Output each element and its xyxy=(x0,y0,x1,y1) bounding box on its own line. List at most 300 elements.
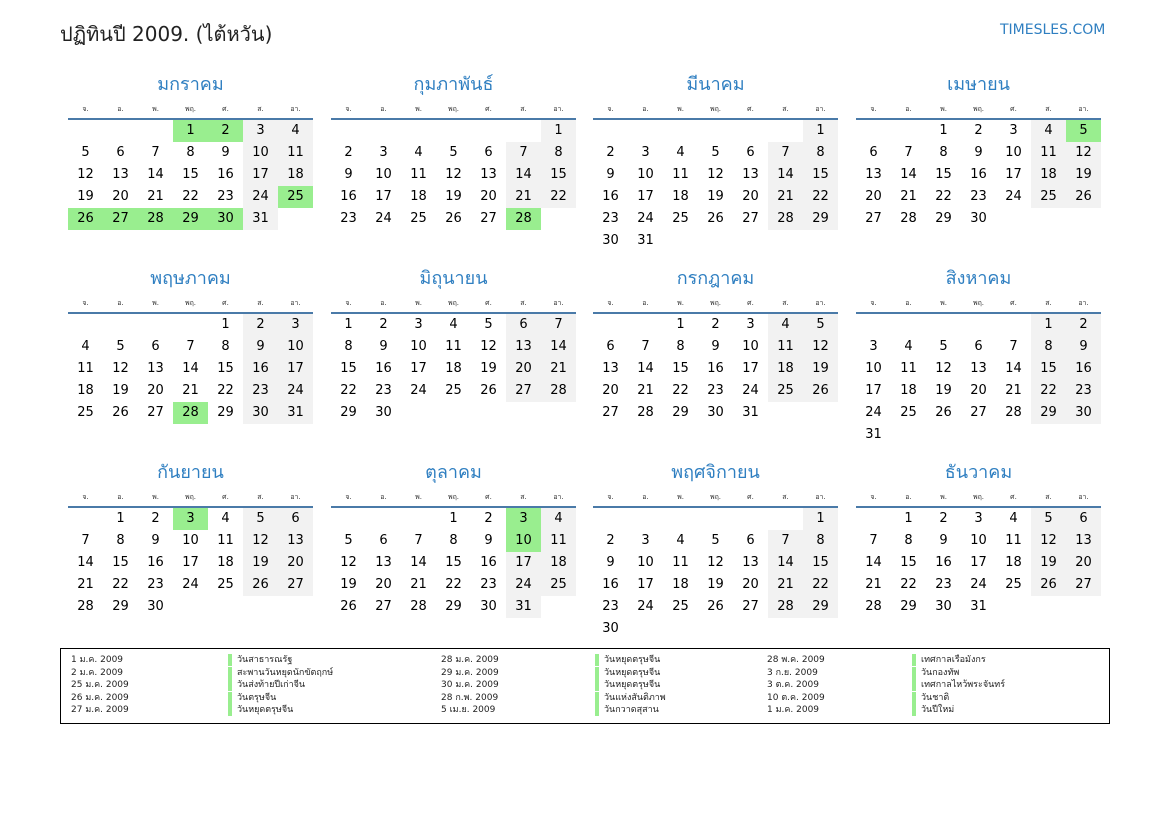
day-cell[interactable]: 14 xyxy=(147,167,164,182)
day-cell[interactable]: 1 xyxy=(116,511,125,526)
day-cell[interactable]: 3 xyxy=(278,314,313,336)
day-cell[interactable]: 18 xyxy=(672,577,689,592)
day-cell[interactable]: 2 xyxy=(711,317,720,332)
day-cell[interactable]: 22 xyxy=(217,383,234,398)
day-cell[interactable]: 2 xyxy=(606,533,615,548)
day-cell[interactable]: 8 xyxy=(939,145,948,160)
day-cell[interactable]: 16 xyxy=(1066,358,1101,380)
day-cell[interactable]: 23 xyxy=(243,380,278,402)
day-cell[interactable]: 24 xyxy=(410,383,427,398)
day-cell[interactable]: 9 xyxy=(484,533,493,548)
day-cell[interactable]: 31 xyxy=(865,427,882,442)
day-cell[interactable]: 4 xyxy=(676,533,685,548)
day-cell[interactable]: 21 xyxy=(147,189,164,204)
holiday-day-cell[interactable]: 28 xyxy=(138,208,173,230)
day-cell[interactable]: 26 xyxy=(935,405,952,420)
day-cell[interactable]: 10 xyxy=(1005,145,1022,160)
day-cell[interactable]: 31 xyxy=(637,233,654,248)
day-cell[interactable]: 22 xyxy=(445,577,462,592)
day-cell[interactable]: 25 xyxy=(410,211,427,226)
day-cell[interactable]: 27 xyxy=(147,405,164,420)
day-cell[interactable]: 9 xyxy=(243,336,278,358)
day-cell[interactable]: 26 xyxy=(1031,574,1066,596)
day-cell[interactable]: 13 xyxy=(742,167,759,182)
day-cell[interactable]: 15 xyxy=(112,555,129,570)
day-cell[interactable]: 6 xyxy=(278,508,313,530)
day-cell[interactable]: 13 xyxy=(506,336,541,358)
day-cell[interactable]: 15 xyxy=(900,555,917,570)
day-cell[interactable]: 8 xyxy=(449,533,458,548)
day-cell[interactable]: 24 xyxy=(865,405,882,420)
day-cell[interactable]: 30 xyxy=(970,211,987,226)
day-cell[interactable]: 28 xyxy=(768,596,803,618)
day-cell[interactable]: 25 xyxy=(1005,577,1022,592)
day-cell[interactable]: 13 xyxy=(742,555,759,570)
day-cell[interactable]: 29 xyxy=(803,208,838,230)
day-cell[interactable]: 23 xyxy=(970,189,987,204)
day-cell[interactable]: 30 xyxy=(707,405,724,420)
day-cell[interactable]: 10 xyxy=(410,339,427,354)
holiday-day-cell[interactable]: 1 xyxy=(173,120,208,142)
day-cell[interactable]: 21 xyxy=(541,358,576,380)
day-cell[interactable]: 5 xyxy=(939,339,948,354)
day-cell[interactable]: 2 xyxy=(344,145,353,160)
day-cell[interactable]: 12 xyxy=(935,361,952,376)
day-cell[interactable]: 11 xyxy=(217,533,234,548)
day-cell[interactable]: 15 xyxy=(541,164,576,186)
day-cell[interactable]: 9 xyxy=(1066,336,1101,358)
holiday-day-cell[interactable]: 28 xyxy=(506,208,541,230)
holiday-day-cell[interactable]: 10 xyxy=(506,530,541,552)
day-cell[interactable]: 18 xyxy=(445,361,462,376)
day-cell[interactable]: 17 xyxy=(278,358,313,380)
day-cell[interactable]: 23 xyxy=(1066,380,1101,402)
day-cell[interactable]: 8 xyxy=(116,533,125,548)
day-cell[interactable]: 16 xyxy=(935,555,952,570)
day-cell[interactable]: 5 xyxy=(803,314,838,336)
day-cell[interactable]: 1 xyxy=(803,508,838,530)
day-cell[interactable]: 16 xyxy=(602,577,619,592)
day-cell[interactable]: 9 xyxy=(606,555,615,570)
day-cell[interactable]: 4 xyxy=(904,339,913,354)
day-cell[interactable]: 13 xyxy=(112,167,129,182)
day-cell[interactable]: 17 xyxy=(375,189,392,204)
day-cell[interactable]: 3 xyxy=(243,120,278,142)
day-cell[interactable]: 10 xyxy=(637,555,654,570)
day-cell[interactable]: 16 xyxy=(480,555,497,570)
holiday-day-cell[interactable]: 29 xyxy=(173,208,208,230)
day-cell[interactable]: 25 xyxy=(672,211,689,226)
day-cell[interactable]: 25 xyxy=(768,380,803,402)
day-cell[interactable]: 15 xyxy=(803,164,838,186)
day-cell[interactable]: 23 xyxy=(707,383,724,398)
day-cell[interactable]: 1 xyxy=(803,120,838,142)
day-cell[interactable]: 19 xyxy=(707,189,724,204)
day-cell[interactable]: 22 xyxy=(182,189,199,204)
day-cell[interactable]: 3 xyxy=(746,317,755,332)
day-cell[interactable]: 16 xyxy=(707,361,724,376)
day-cell[interactable]: 24 xyxy=(742,383,759,398)
day-cell[interactable]: 23 xyxy=(935,577,952,592)
day-cell[interactable]: 15 xyxy=(672,361,689,376)
day-cell[interactable]: 19 xyxy=(480,361,497,376)
day-cell[interactable]: 4 xyxy=(414,145,423,160)
day-cell[interactable]: 19 xyxy=(445,189,462,204)
day-cell[interactable]: 14 xyxy=(900,167,917,182)
day-cell[interactable]: 18 xyxy=(1031,164,1066,186)
day-cell[interactable]: 12 xyxy=(707,555,724,570)
day-cell[interactable]: 18 xyxy=(768,358,803,380)
holiday-day-cell[interactable]: 3 xyxy=(506,508,541,530)
day-cell[interactable]: 14 xyxy=(541,336,576,358)
day-cell[interactable]: 2 xyxy=(606,145,615,160)
day-cell[interactable]: 19 xyxy=(1066,164,1101,186)
day-cell[interactable]: 4 xyxy=(221,511,230,526)
day-cell[interactable]: 26 xyxy=(707,211,724,226)
day-cell[interactable]: 24 xyxy=(278,380,313,402)
day-cell[interactable]: 23 xyxy=(147,577,164,592)
day-cell[interactable]: 1 xyxy=(904,511,913,526)
day-cell[interactable]: 29 xyxy=(1031,402,1066,424)
day-cell[interactable]: 17 xyxy=(970,555,987,570)
day-cell[interactable]: 5 xyxy=(1031,508,1066,530)
day-cell[interactable]: 20 xyxy=(375,577,392,592)
day-cell[interactable]: 26 xyxy=(340,599,357,614)
holiday-day-cell[interactable]: 27 xyxy=(103,208,138,230)
day-cell[interactable]: 29 xyxy=(803,596,838,618)
day-cell[interactable]: 11 xyxy=(1031,142,1066,164)
day-cell[interactable]: 30 xyxy=(1066,402,1101,424)
day-cell[interactable]: 12 xyxy=(243,530,278,552)
day-cell[interactable]: 4 xyxy=(676,145,685,160)
day-cell[interactable]: 18 xyxy=(672,189,689,204)
day-cell[interactable]: 20 xyxy=(112,189,129,204)
day-cell[interactable]: 7 xyxy=(541,314,576,336)
day-cell[interactable]: 20 xyxy=(278,552,313,574)
day-cell[interactable]: 20 xyxy=(602,383,619,398)
day-cell[interactable]: 15 xyxy=(182,167,199,182)
day-cell[interactable]: 25 xyxy=(900,405,917,420)
day-cell[interactable]: 17 xyxy=(865,383,882,398)
day-cell[interactable]: 10 xyxy=(865,361,882,376)
day-cell[interactable]: 1 xyxy=(344,317,353,332)
day-cell[interactable]: 27 xyxy=(970,405,987,420)
day-cell[interactable]: 28 xyxy=(637,405,654,420)
day-cell[interactable]: 7 xyxy=(506,142,541,164)
day-cell[interactable]: 14 xyxy=(77,555,94,570)
day-cell[interactable]: 11 xyxy=(672,167,689,182)
holiday-day-cell[interactable]: 26 xyxy=(68,208,103,230)
day-cell[interactable]: 20 xyxy=(742,189,759,204)
day-cell[interactable]: 24 xyxy=(637,211,654,226)
holiday-day-cell[interactable]: 5 xyxy=(1066,120,1101,142)
day-cell[interactable]: 9 xyxy=(221,145,230,160)
day-cell[interactable]: 9 xyxy=(344,167,353,182)
day-cell[interactable]: 9 xyxy=(379,339,388,354)
day-cell[interactable]: 10 xyxy=(243,142,278,164)
day-cell[interactable]: 23 xyxy=(602,211,619,226)
day-cell[interactable]: 19 xyxy=(1031,552,1066,574)
day-cell[interactable]: 4 xyxy=(1031,120,1066,142)
day-cell[interactable]: 27 xyxy=(375,599,392,614)
day-cell[interactable]: 29 xyxy=(217,405,234,420)
day-cell[interactable]: 25 xyxy=(672,599,689,614)
day-cell[interactable]: 20 xyxy=(480,189,497,204)
day-cell[interactable]: 24 xyxy=(182,577,199,592)
day-cell[interactable]: 22 xyxy=(672,383,689,398)
day-cell[interactable]: 21 xyxy=(768,186,803,208)
day-cell[interactable]: 21 xyxy=(77,577,94,592)
day-cell[interactable]: 28 xyxy=(768,208,803,230)
day-cell[interactable]: 29 xyxy=(340,405,357,420)
day-cell[interactable]: 12 xyxy=(1031,530,1066,552)
day-cell[interactable]: 6 xyxy=(1066,508,1101,530)
day-cell[interactable]: 21 xyxy=(768,574,803,596)
day-cell[interactable]: 8 xyxy=(186,145,195,160)
day-cell[interactable]: 7 xyxy=(768,530,803,552)
day-cell[interactable]: 12 xyxy=(445,167,462,182)
day-cell[interactable]: 1 xyxy=(939,123,948,138)
day-cell[interactable]: 21 xyxy=(865,577,882,592)
day-cell[interactable]: 2 xyxy=(939,511,948,526)
day-cell[interactable]: 13 xyxy=(278,530,313,552)
day-cell[interactable]: 24 xyxy=(1005,189,1022,204)
day-cell[interactable]: 18 xyxy=(541,552,576,574)
day-cell[interactable]: 29 xyxy=(900,599,917,614)
day-cell[interactable]: 8 xyxy=(803,530,838,552)
day-cell[interactable]: 12 xyxy=(1066,142,1101,164)
day-cell[interactable]: 7 xyxy=(904,145,913,160)
day-cell[interactable]: 12 xyxy=(340,555,357,570)
day-cell[interactable]: 8 xyxy=(344,339,353,354)
day-cell[interactable]: 23 xyxy=(602,599,619,614)
day-cell[interactable]: 30 xyxy=(602,233,619,248)
day-cell[interactable]: 22 xyxy=(803,574,838,596)
day-cell[interactable]: 12 xyxy=(112,361,129,376)
day-cell[interactable]: 23 xyxy=(340,211,357,226)
day-cell[interactable]: 11 xyxy=(77,361,94,376)
day-cell[interactable]: 20 xyxy=(865,189,882,204)
day-cell[interactable]: 29 xyxy=(672,405,689,420)
day-cell[interactable]: 15 xyxy=(803,552,838,574)
day-cell[interactable]: 14 xyxy=(1005,361,1022,376)
day-cell[interactable]: 22 xyxy=(112,577,129,592)
day-cell[interactable]: 7 xyxy=(768,142,803,164)
day-cell[interactable]: 3 xyxy=(974,511,983,526)
day-cell[interactable]: 18 xyxy=(410,189,427,204)
day-cell[interactable]: 17 xyxy=(243,164,278,186)
day-cell[interactable]: 19 xyxy=(340,577,357,592)
day-cell[interactable]: 24 xyxy=(970,577,987,592)
day-cell[interactable]: 2 xyxy=(974,123,983,138)
day-cell[interactable]: 5 xyxy=(116,339,125,354)
day-cell[interactable]: 26 xyxy=(243,574,278,596)
day-cell[interactable]: 4 xyxy=(278,120,313,142)
day-cell[interactable]: 22 xyxy=(900,577,917,592)
day-cell[interactable]: 27 xyxy=(742,599,759,614)
day-cell[interactable]: 23 xyxy=(217,189,234,204)
day-cell[interactable]: 18 xyxy=(900,383,917,398)
day-cell[interactable]: 27 xyxy=(865,211,882,226)
day-cell[interactable]: 26 xyxy=(803,380,838,402)
day-cell[interactable]: 17 xyxy=(506,552,541,574)
day-cell[interactable]: 28 xyxy=(410,599,427,614)
day-cell[interactable]: 20 xyxy=(742,577,759,592)
day-cell[interactable]: 1 xyxy=(541,120,576,142)
day-cell[interactable]: 10 xyxy=(742,339,759,354)
day-cell[interactable]: 16 xyxy=(970,167,987,182)
day-cell[interactable]: 7 xyxy=(1009,339,1018,354)
day-cell[interactable]: 7 xyxy=(151,145,160,160)
day-cell[interactable]: 20 xyxy=(1066,552,1101,574)
day-cell[interactable]: 15 xyxy=(935,167,952,182)
day-cell[interactable]: 26 xyxy=(707,599,724,614)
day-cell[interactable]: 16 xyxy=(340,189,357,204)
day-cell[interactable]: 4 xyxy=(768,314,803,336)
day-cell[interactable]: 6 xyxy=(484,145,493,160)
day-cell[interactable]: 6 xyxy=(869,145,878,160)
day-cell[interactable]: 9 xyxy=(974,145,983,160)
day-cell[interactable]: 14 xyxy=(506,164,541,186)
day-cell[interactable]: 3 xyxy=(641,145,650,160)
day-cell[interactable]: 11 xyxy=(410,167,427,182)
day-cell[interactable]: 28 xyxy=(77,599,94,614)
day-cell[interactable]: 17 xyxy=(182,555,199,570)
day-cell[interactable]: 17 xyxy=(410,361,427,376)
day-cell[interactable]: 14 xyxy=(768,164,803,186)
day-cell[interactable]: 3 xyxy=(379,145,388,160)
day-cell[interactable]: 5 xyxy=(81,145,90,160)
day-cell[interactable]: 8 xyxy=(803,142,838,164)
day-cell[interactable]: 22 xyxy=(340,383,357,398)
day-cell[interactable]: 20 xyxy=(506,358,541,380)
day-cell[interactable]: 14 xyxy=(865,555,882,570)
day-cell[interactable]: 4 xyxy=(541,508,576,530)
day-cell[interactable]: 10 xyxy=(637,167,654,182)
day-cell[interactable]: 15 xyxy=(1031,358,1066,380)
day-cell[interactable]: 22 xyxy=(1031,380,1066,402)
day-cell[interactable]: 11 xyxy=(445,339,462,354)
day-cell[interactable]: 20 xyxy=(970,383,987,398)
day-cell[interactable]: 17 xyxy=(742,361,759,376)
day-cell[interactable]: 26 xyxy=(1066,186,1101,208)
day-cell[interactable]: 13 xyxy=(865,167,882,182)
day-cell[interactable]: 3 xyxy=(414,317,423,332)
day-cell[interactable]: 24 xyxy=(243,186,278,208)
day-cell[interactable]: 15 xyxy=(445,555,462,570)
day-cell[interactable]: 2 xyxy=(243,314,278,336)
day-cell[interactable]: 31 xyxy=(970,599,987,614)
day-cell[interactable]: 31 xyxy=(506,596,541,618)
day-cell[interactable]: 20 xyxy=(147,383,164,398)
day-cell[interactable]: 23 xyxy=(375,383,392,398)
day-cell[interactable]: 27 xyxy=(506,380,541,402)
day-cell[interactable]: 7 xyxy=(869,533,878,548)
day-cell[interactable]: 13 xyxy=(1066,530,1101,552)
day-cell[interactable]: 18 xyxy=(1005,555,1022,570)
day-cell[interactable]: 27 xyxy=(742,211,759,226)
day-cell[interactable]: 22 xyxy=(935,189,952,204)
day-cell[interactable]: 19 xyxy=(243,552,278,574)
day-cell[interactable]: 10 xyxy=(970,533,987,548)
day-cell[interactable]: 9 xyxy=(711,339,720,354)
day-cell[interactable]: 27 xyxy=(480,211,497,226)
day-cell[interactable]: 7 xyxy=(641,339,650,354)
day-cell[interactable]: 6 xyxy=(746,145,755,160)
day-cell[interactable]: 2 xyxy=(151,511,160,526)
day-cell[interactable]: 11 xyxy=(541,530,576,552)
day-cell[interactable]: 24 xyxy=(375,211,392,226)
day-cell[interactable]: 26 xyxy=(112,405,129,420)
day-cell[interactable]: 21 xyxy=(182,383,199,398)
day-cell[interactable]: 14 xyxy=(637,361,654,376)
day-cell[interactable]: 30 xyxy=(602,621,619,636)
day-cell[interactable]: 13 xyxy=(375,555,392,570)
day-cell[interactable]: 6 xyxy=(974,339,983,354)
day-cell[interactable]: 25 xyxy=(541,574,576,596)
day-cell[interactable]: 31 xyxy=(278,402,313,424)
holiday-day-cell[interactable]: 25 xyxy=(278,186,313,208)
day-cell[interactable]: 28 xyxy=(541,380,576,402)
day-cell[interactable]: 16 xyxy=(602,189,619,204)
day-cell[interactable]: 27 xyxy=(1066,574,1101,596)
day-cell[interactable]: 25 xyxy=(217,577,234,592)
day-cell[interactable]: 21 xyxy=(637,383,654,398)
day-cell[interactable]: 8 xyxy=(1031,336,1066,358)
day-cell[interactable]: 10 xyxy=(375,167,392,182)
day-cell[interactable]: 15 xyxy=(217,361,234,376)
day-cell[interactable]: 13 xyxy=(970,361,987,376)
day-cell[interactable]: 6 xyxy=(116,145,125,160)
day-cell[interactable]: 6 xyxy=(606,339,615,354)
day-cell[interactable]: 11 xyxy=(768,336,803,358)
day-cell[interactable]: 16 xyxy=(375,361,392,376)
day-cell[interactable]: 21 xyxy=(1005,383,1022,398)
day-cell[interactable]: 5 xyxy=(243,508,278,530)
day-cell[interactable]: 21 xyxy=(410,577,427,592)
day-cell[interactable]: 16 xyxy=(147,555,164,570)
day-cell[interactable]: 9 xyxy=(606,167,615,182)
day-cell[interactable]: 17 xyxy=(637,577,654,592)
day-cell[interactable]: 13 xyxy=(147,361,164,376)
day-cell[interactable]: 6 xyxy=(379,533,388,548)
day-cell[interactable]: 27 xyxy=(278,574,313,596)
day-cell[interactable]: 18 xyxy=(278,164,313,186)
day-cell[interactable]: 30 xyxy=(375,405,392,420)
day-cell[interactable]: 11 xyxy=(672,555,689,570)
day-cell[interactable]: 5 xyxy=(711,145,720,160)
day-cell[interactable]: 13 xyxy=(480,167,497,182)
day-cell[interactable]: 5 xyxy=(484,317,493,332)
day-cell[interactable]: 27 xyxy=(602,405,619,420)
day-cell[interactable]: 1 xyxy=(221,317,230,332)
day-cell[interactable]: 31 xyxy=(243,208,278,230)
day-cell[interactable]: 14 xyxy=(182,361,199,376)
day-cell[interactable]: 1 xyxy=(449,511,458,526)
day-cell[interactable]: 28 xyxy=(865,599,882,614)
day-cell[interactable]: 23 xyxy=(480,577,497,592)
day-cell[interactable]: 5 xyxy=(344,533,353,548)
day-cell[interactable]: 8 xyxy=(541,142,576,164)
holiday-day-cell[interactable]: 2 xyxy=(208,120,243,142)
day-cell[interactable]: 19 xyxy=(77,189,94,204)
day-cell[interactable]: 24 xyxy=(506,574,541,596)
day-cell[interactable]: 29 xyxy=(112,599,129,614)
day-cell[interactable]: 29 xyxy=(445,599,462,614)
day-cell[interactable]: 11 xyxy=(900,361,917,376)
day-cell[interactable]: 25 xyxy=(77,405,94,420)
day-cell[interactable]: 30 xyxy=(935,599,952,614)
